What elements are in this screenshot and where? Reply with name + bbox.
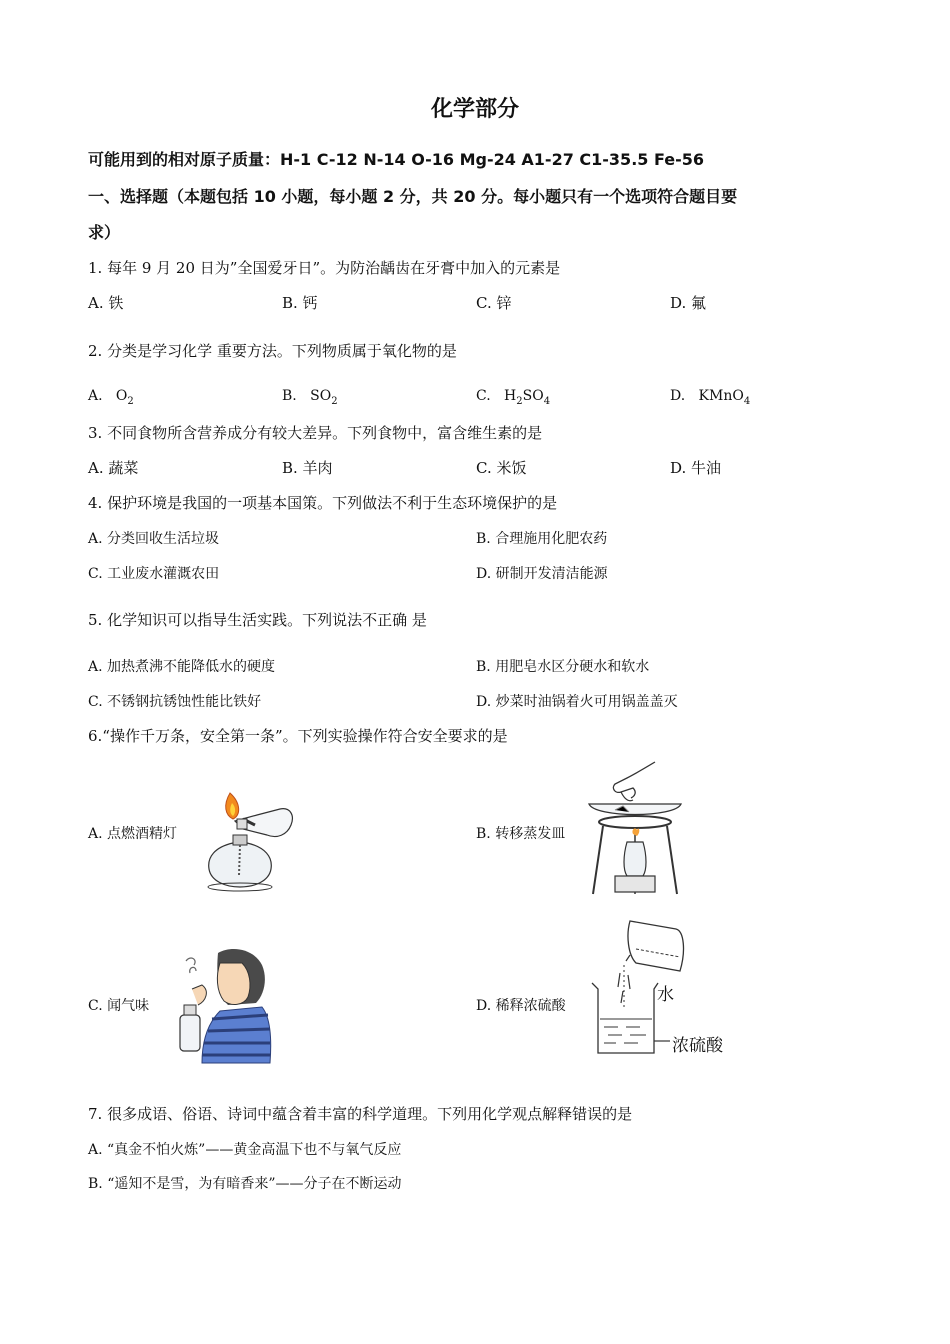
formula-subscript: 4 xyxy=(543,395,551,407)
option-letter: D. xyxy=(670,388,686,404)
page-title: 化学部分 xyxy=(430,97,519,122)
question-7-option-a[interactable]: A. “真金不怕火炼”——黄金高温下也不与氧气反应 xyxy=(88,1142,402,1158)
question-2-stem: 2. 分类是学习化学 重要方法。下列物质属于氧化物的是 xyxy=(88,342,457,360)
option-letter: C. xyxy=(476,388,491,404)
question-2-option-c[interactable] xyxy=(476,388,550,407)
question-1-option-d[interactable]: D. 氟 xyxy=(670,294,707,312)
question-3-option-d[interactable]: D. 牛油 xyxy=(670,459,722,477)
concentrated-acid-label: 浓硫酸 xyxy=(672,1036,723,1056)
question-3-option-a[interactable]: A. 蔬菜 xyxy=(88,459,139,477)
question-3-option-c[interactable]: C. 米饭 xyxy=(476,459,527,477)
chemical-formula: KMnO xyxy=(698,388,744,404)
smelling-gas-figure xyxy=(172,945,280,1065)
alcohol-lamp-figure xyxy=(195,785,305,895)
question-2-option-a[interactable] xyxy=(88,388,134,407)
chemical-formula: H xyxy=(504,388,517,404)
formula-subscript: 2 xyxy=(127,395,134,407)
question-4-option-d[interactable]: D. 研制开发清洁能源 xyxy=(476,566,608,582)
question-4-stem: 4. 保护环境是我国的一项基本国策。下列做法不利于生态环境保护的是 xyxy=(88,494,558,512)
question-7-option-b[interactable]: B. “遥知不是雪，为有暗香来”——分子在不断运动 xyxy=(88,1176,402,1192)
chemical-formula: SO xyxy=(310,388,332,404)
question-5-option-d[interactable]: D. 炒菜时油锅着火可用锅盖盖灭 xyxy=(476,694,678,710)
question-5-option-a[interactable]: A. 加热煮沸不能降低水的硬度 xyxy=(88,659,276,675)
water-label: 水 xyxy=(657,985,674,1005)
question-3-stem: 3. 不同食物所含营养成分有较大差异。下列食物中，富含维生素的是 xyxy=(88,424,543,442)
question-1-option-c[interactable]: C. 锌 xyxy=(476,294,512,312)
question-2-option-d[interactable] xyxy=(670,388,750,407)
question-6-option-a[interactable]: A. 点燃酒精灯 xyxy=(88,826,178,842)
chemical-formula-rest: SO xyxy=(522,388,544,404)
question-5-option-b[interactable]: B. 用肥皂水区分硬水和软水 xyxy=(476,659,650,675)
question-6-option-b[interactable]: B. 转移蒸发皿 xyxy=(476,826,566,842)
question-4-option-b[interactable]: B. 合理施用化肥农药 xyxy=(476,531,608,547)
question-5-option-c[interactable]: C. 不锈钢抗锈蚀性能比铁好 xyxy=(88,694,262,710)
question-6-stem: 6.“操作千万条，安全第一条”。下列实验操作符合安全要求的是 xyxy=(88,727,508,745)
formula-subscript: 4 xyxy=(743,395,751,407)
formula-subscript: 2 xyxy=(516,395,523,407)
question-6-option-c[interactable]: C. 闻气味 xyxy=(88,998,150,1014)
question-1-stem: 1. 每年 9 月 20 日为”全国爱牙日”。为防治龋齿在牙膏中加入的元素是 xyxy=(88,259,561,277)
atomic-masses: 可能用到的相对原子质量：H-1 C-12 N-14 O-16 Mg-24 A1-27 C1-35.5 Fe-56 xyxy=(88,150,705,169)
question-4-option-a[interactable]: A. 分类回收生活垃圾 xyxy=(88,531,220,547)
formula-subscript: 2 xyxy=(331,395,338,407)
question-6-option-d[interactable]: D. 稀释浓硫酸 xyxy=(476,998,566,1014)
section-heading: 一、选择题（本题包括 10 小题，每小题 2 分，共 20 分。每小题只有一个选项符合题目要 xyxy=(88,187,738,206)
question-1-option-b[interactable]: B. 钙 xyxy=(282,294,318,312)
option-letter: A. xyxy=(88,388,103,404)
question-3-option-b[interactable]: B. 羊肉 xyxy=(282,459,333,477)
chemical-formula: O xyxy=(115,388,128,404)
section-heading-cont: 求） xyxy=(88,223,121,242)
question-2-option-b[interactable] xyxy=(282,388,338,407)
question-5-stem: 5. 化学知识可以指导生活实践。下列说法不正确 是 xyxy=(88,611,427,629)
evaporating-dish-figure xyxy=(585,760,685,900)
question-7-stem: 7. 很多成语、俗语、诗词中蕴含着丰富的科学道理。下列用化学观点解释错误的是 xyxy=(88,1105,633,1123)
option-letter: B. xyxy=(282,388,297,404)
question-4-option-c[interactable]: C. 工业废水灌溉农田 xyxy=(88,566,220,582)
question-1-option-a[interactable]: A. 铁 xyxy=(88,294,124,312)
